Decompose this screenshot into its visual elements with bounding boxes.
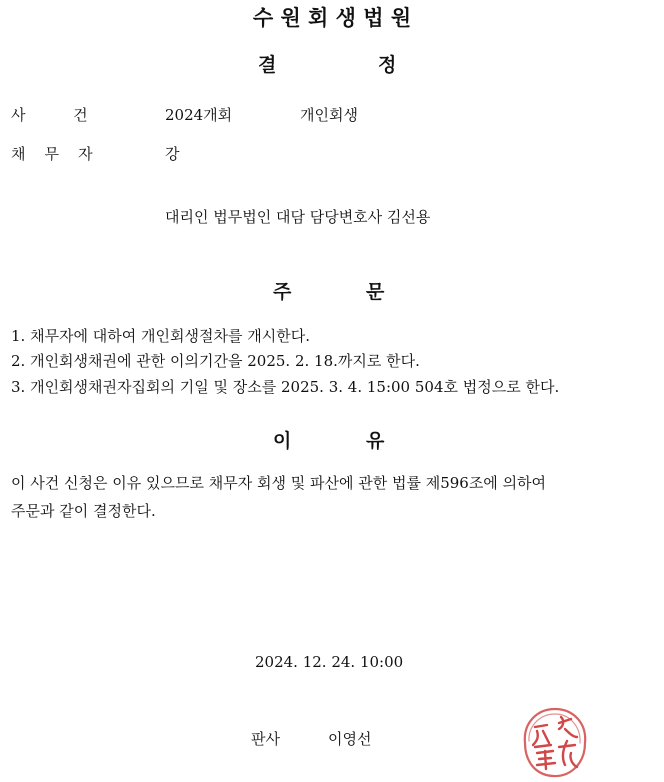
order-item-2: 2. 개인회생채권에 관한 이의기간을 2025. 2. 18.까지로 한다. xyxy=(11,352,420,370)
order-item-3: 3. 개인회생채권자집회의 기일 및 장소를 2025. 3. 4. 15:00 504호 법정으로 한다. xyxy=(11,378,560,396)
reason-heading-left: 이 xyxy=(273,430,292,452)
order-heading-left: 주 xyxy=(273,281,292,303)
reason-line-2: 주문과 같이 결정한다. xyxy=(11,502,156,520)
decision-date: 2024. 12. 24. 10:00 xyxy=(255,653,404,671)
case-label: 사 건 xyxy=(11,106,88,124)
case-number: 2024개회 xyxy=(165,106,233,124)
judge-title: 판사 xyxy=(251,730,280,748)
order-heading-right: 문 xyxy=(366,281,385,303)
debtor-name: 강 xyxy=(165,145,180,163)
reason-heading-right: 유 xyxy=(366,430,385,452)
order-item-1: 1. 채무자에 대하여 개인회생절차를 개시한다. xyxy=(11,327,310,345)
judge-name: 이영선 xyxy=(328,730,372,748)
court-title: 수 원 회 생 법 원 xyxy=(252,6,412,30)
agent-line: 대리인 법무법인 대담 담당변호사 김선용 xyxy=(165,208,431,226)
decision-heading-right: 정 xyxy=(378,54,397,76)
debtor-label: 채 무 자 xyxy=(11,145,93,163)
reason-line-1: 이 사건 신청은 이유 있으므로 채무자 회생 및 파산에 관한 법률 제596조에 의하여 xyxy=(11,474,547,492)
case-type: 개인회생 xyxy=(300,106,358,124)
court-seal-stamp-icon xyxy=(515,703,593,781)
decision-heading-left: 결 xyxy=(258,54,277,76)
